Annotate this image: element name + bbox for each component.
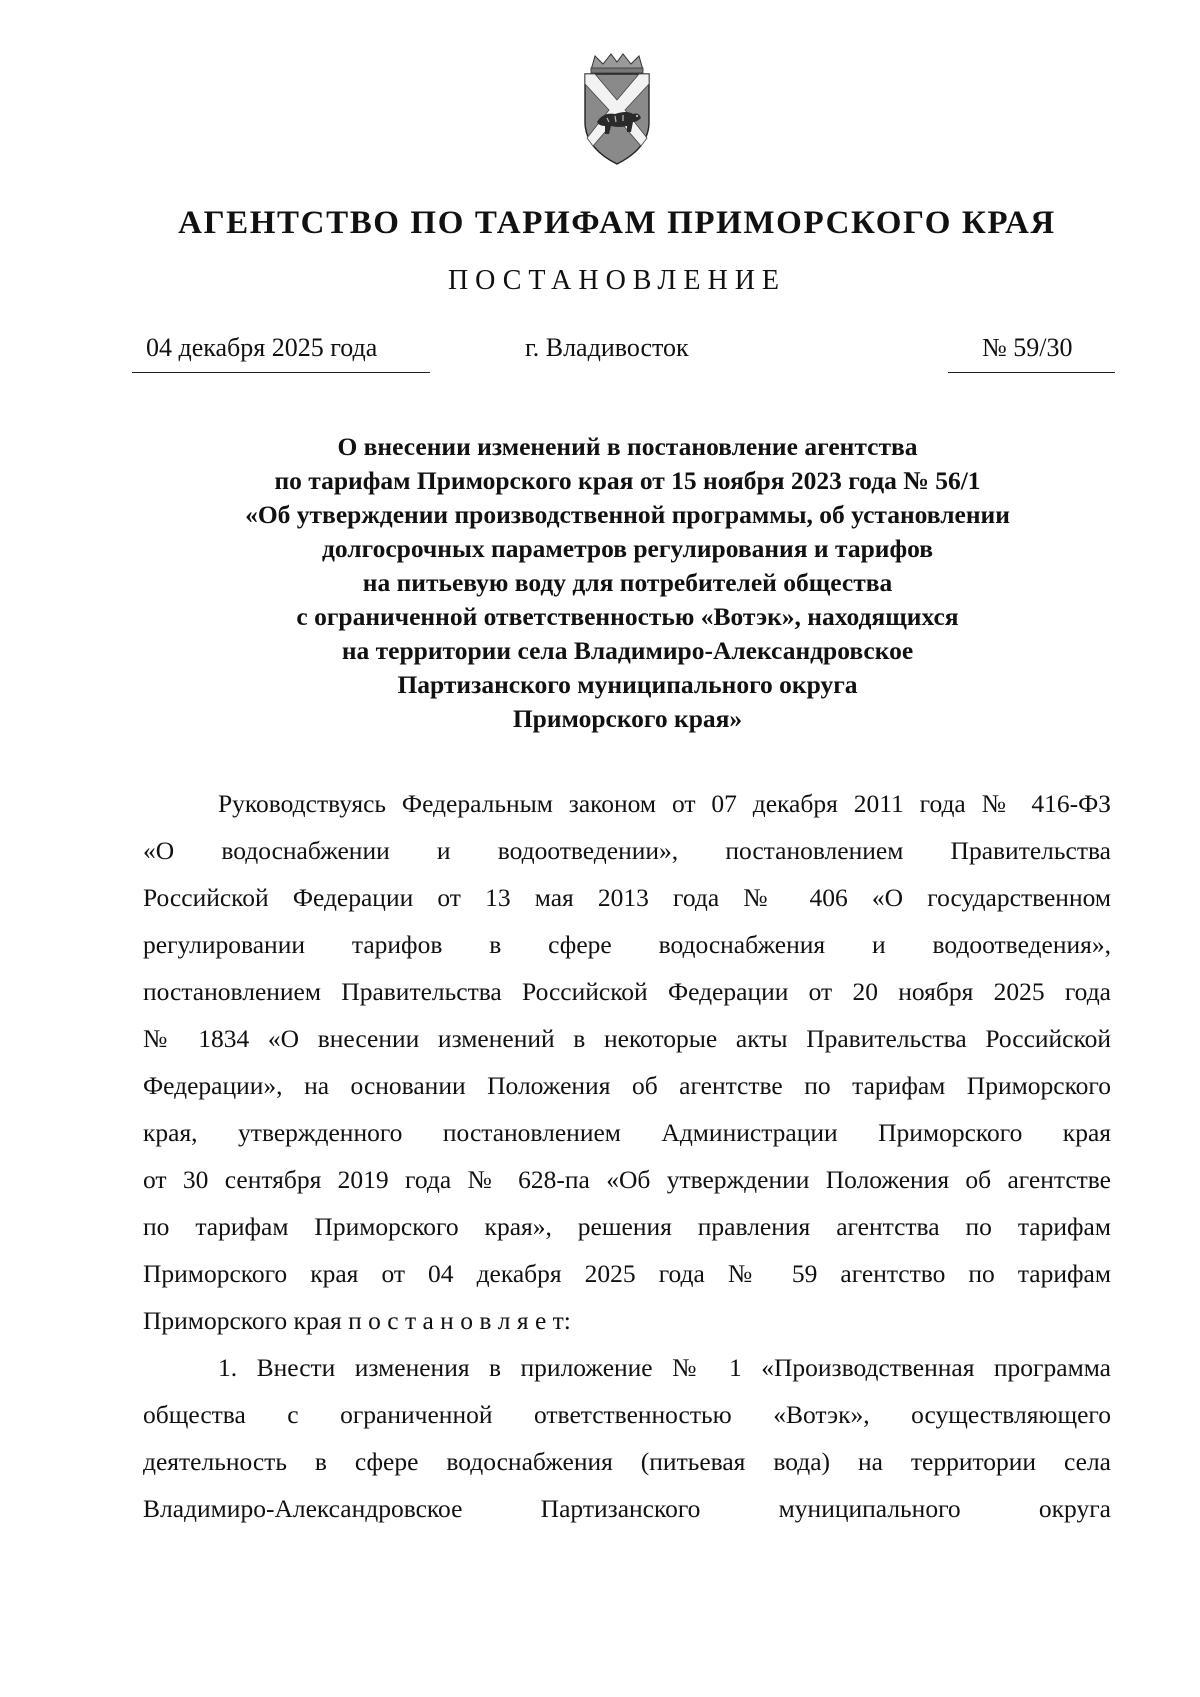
body-line: Российской Федерации от 13 мая 2013 года № 406 «О государственном [143, 883, 1111, 912]
body-line: регулировании тарифов в сфере водоснабжения и водоотведения», [143, 930, 1111, 959]
title-line: с ограниченной ответственностью «Вотэк», находящихся [296, 602, 959, 631]
date-underline [132, 372, 430, 373]
body-line: Приморского края п о с т а н о в л я е т: [143, 1306, 571, 1335]
body-line: Руководствуясь Федеральным законом от 07 декабря 2011 года № 416-ФЗ [218, 789, 1111, 818]
agency-name: АГЕНТСТВО ПО ТАРИФАМ ПРИМОРСКОГО КРАЯ [178, 205, 1056, 241]
title-line: Приморского края» [512, 704, 743, 733]
body-line: № 1834 «О внесении изменений в некоторые акты Правительства Российской [143, 1024, 1111, 1053]
title-line: на территории села Владимиро-Александровское [341, 636, 914, 665]
body-line: Приморского края от 04 декабря 2025 года № 59 агентство по тарифам [143, 1259, 1111, 1288]
body-line: Владимиро-Александровское Партизанского муниципального округа [143, 1494, 1111, 1523]
title-line: долгосрочных параметров регулирования и тарифов [322, 534, 933, 563]
body-line: 1. Внести изменения в приложение № 1 «Производственная программа [218, 1353, 1111, 1382]
body-line: «О водоснабжении и водоотведении», постановлением Правительства [143, 836, 1111, 865]
document-type: ПОСТАНОВЛЕНИЕ [447, 265, 787, 296]
document-body [143, 780, 1111, 1532]
title-line: «Об утверждении производственной программы, об установлении [245, 500, 1010, 529]
document-date: 04 декабря 2025 года [146, 333, 378, 362]
document-city: г. Владивосток [525, 333, 689, 362]
number-underline [948, 372, 1115, 373]
body-line: Федерации», на основании Положения об агентстве по тарифам Приморского [143, 1071, 1111, 1100]
title-line: О внесении изменений в постановление агентства [337, 432, 918, 461]
document-number: № 59/30 [982, 333, 1073, 362]
body-line: от 30 сентября 2019 года № 628-па «Об утверждении Положения об агентстве [143, 1165, 1111, 1194]
title-line: на питьевую воду для потребителей общества [362, 568, 893, 597]
title-line: по тарифам Приморского края от 15 ноября 2023 года № 56/1 [274, 466, 981, 495]
coat-of-arms-icon [581, 52, 653, 168]
body-line: деятельность в сфере водоснабжения (питьевая вода) на территории села [143, 1447, 1111, 1476]
body-line: постановлением Правительства Российской Федерации от 20 ноября 2025 года [143, 977, 1111, 1006]
body-line: общества с ограниченной ответственностью «Вотэк», осуществляющего [143, 1400, 1111, 1429]
body-line: края, утвержденного постановлением Администрации Приморского края [143, 1118, 1111, 1147]
body-line: по тарифам Приморского края», решения правления агентства по тарифам [143, 1212, 1111, 1241]
document-title [140, 430, 1115, 736]
title-line: Партизанского муниципального округа [397, 670, 858, 699]
